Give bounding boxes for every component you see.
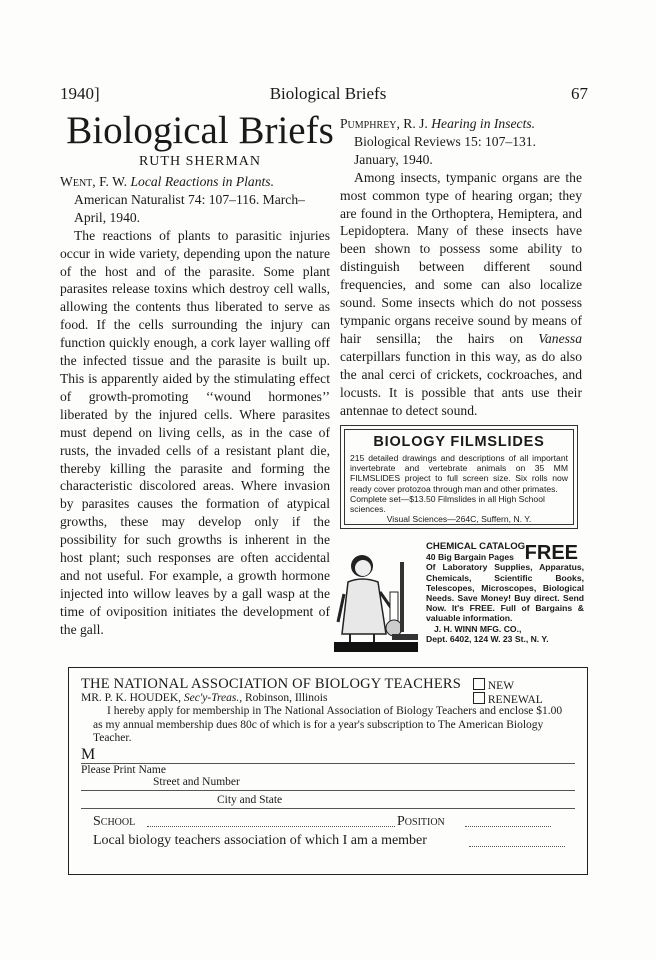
catalog-heading: CHEMICAL CATALOG — [426, 541, 526, 552]
school-field[interactable] — [147, 826, 395, 827]
right-article-body — [340, 169, 582, 420]
position-field[interactable] — [465, 826, 551, 827]
page-number: 67 — [571, 84, 588, 103]
page-title: Biological Briefs — [66, 109, 334, 152]
secretary-name: MR. P. K. HOUDEK, — [81, 692, 181, 704]
street-label: Street and Number — [153, 776, 240, 788]
ad-address: Visual Sciences—264C, Suffern, N. Y. — [386, 514, 532, 525]
ad-title: BIOLOGY FILMSLIDES — [373, 434, 545, 450]
city-line[interactable] — [81, 808, 575, 809]
catalog-ad — [330, 542, 586, 654]
right-article — [340, 115, 582, 419]
name-label: Please Print Name — [81, 764, 166, 776]
secretary-line — [81, 692, 327, 704]
header-year: 1940] — [60, 84, 100, 103]
street-line[interactable] — [81, 790, 575, 791]
left-article — [60, 173, 330, 639]
catalog-subheading: 40 Big Bargain Pages — [426, 552, 514, 563]
right-citation — [340, 115, 582, 169]
local-assoc-label: Local biology teachers association of which I am a member — [93, 833, 427, 848]
body-text: Among insects, tympanic organs are the most common type of hearing organ; they are found in the Orthoptera, Hemiptera, and Lepidoptera. Many of these insects have been shown to possess some ability to distinguish between different sound frequencies, and some can also localize sound. Some insects which do not possess tympanic organs receive sound by means of hair sensilla; the hairs on — [340, 169, 582, 346]
renewal-checkbox[interactable] — [473, 692, 485, 704]
new-checkbox[interactable] — [473, 678, 485, 690]
author-name: RUTH SHERMAN — [138, 154, 262, 169]
citation-author: Went, F. W. — [60, 174, 128, 189]
new-option[interactable] — [473, 678, 514, 692]
citation-source: American Naturalist 74: 107–116. March–April, 1940. — [74, 191, 305, 225]
renewal-option[interactable] — [473, 692, 543, 706]
ad-text: 215 detailed drawings and descriptions of all important invertebrate and vertebrate animals on 35 MM FILMSLIDES project to full screen size. Six rolls now ready cover protozoa through man and other primates. — [350, 453, 568, 494]
secretary-location: Robinson, Illinois — [245, 692, 328, 704]
city-label: City and State — [217, 794, 283, 806]
catalog-body: Of Laboratory Supplies, Apparatus, Chemicals, Scientific Books, Telescopes, Microscopes, Biological Needs. Save Money! Buy direct. Send Now. It's FREE. Full of Bargains & valuable information. — [426, 562, 584, 624]
citation-title: Local Reactions in Plants. — [130, 174, 274, 189]
body-text: caterpillars function in this way, as do also the anal cerci of crickets, cockroaches, and locusts. It is possible that ants use their antennae to detect sound. — [340, 348, 582, 418]
free-label: FREE — [524, 542, 578, 564]
citation-author: Pumphrey, R. J. — [340, 116, 428, 131]
renewal-label: RENEWAL — [487, 694, 543, 706]
secretary-role: Sec'y-Treas., — [183, 692, 243, 704]
apply-text: I hereby apply for membership in The National Association of Biology Teachers and enclose $1.00 as my annual membership dues 80c of which is for a year's subscription to The American Biology Teacher. — [93, 705, 563, 745]
ad-price: Complete set—$13.50 Filmslides in all High School sciences. — [350, 493, 545, 515]
citation-source: Biological Reviews 15: 107–131. January, 1940. — [354, 133, 536, 167]
m-prefix: M — [81, 746, 96, 763]
left-article-body: The reactions of plants to parasitic injuries occur in wide variety, depending upon the nature of the host and of the parasite. Some plant parasites release toxins which destroy cell walls, allowing the contents thus liberated to serve as food. If the cells surrounding the injury can function quickly enough, a cork layer walling off the infected tissue and the parasite is built up. This is apparently aided by the stimulating effect of growth-promoting ‘‘wound hormones’’ liberated by the injured cells. Where parasites must depend on living cells, as in the case of rusts, the invaded cells of a resistant plant die, thereby killing the parasite and forming the characteristic discolored areas. Where invasion by parasites causes the formation of atypical growths, these may develop only if the possibility for such growths is inherent in the host plant; such responses are often accidental and not useful. For example, a growth hormone injected into willow leaves by a gall wasp at the time of oviposition initiates the development of the gall. — [60, 227, 330, 637]
membership-form — [68, 667, 588, 875]
catalog-address: Dept. 6402, 124 W. 23 St., N. Y. — [426, 633, 549, 644]
header-title: Biological Briefs — [269, 84, 387, 103]
position-label: Position — [397, 814, 445, 829]
left-citation — [60, 173, 330, 227]
scientist-illustration-icon — [330, 542, 422, 654]
form-title: THE NATIONAL ASSOCIATION OF BIOLOGY TEACHERS — [81, 676, 462, 692]
filmslides-ad — [340, 425, 578, 529]
body-italic: Vanessa — [538, 330, 583, 346]
citation-title: Hearing in Insects. — [431, 116, 536, 131]
new-label: NEW — [487, 680, 515, 692]
catalog-company: J. H. WINN MFG. CO., — [434, 623, 522, 634]
school-label: School — [93, 814, 136, 829]
local-assoc-field[interactable] — [469, 846, 565, 847]
